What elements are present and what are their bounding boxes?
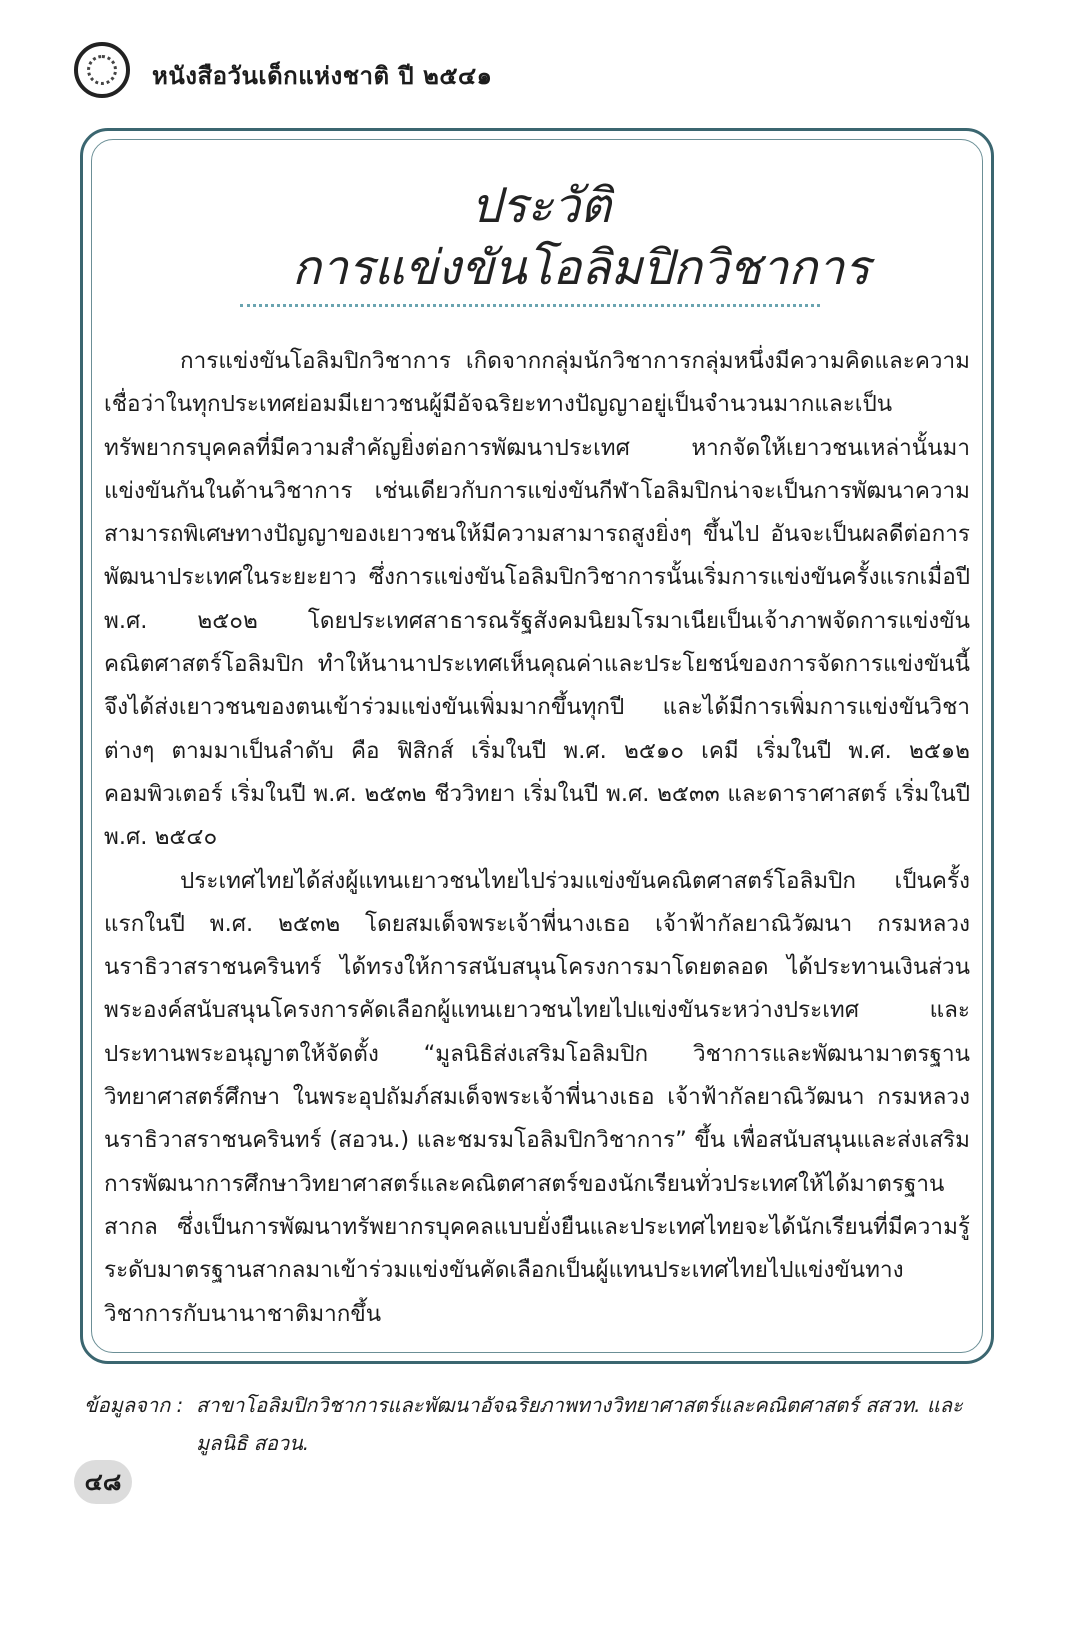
book-title: หนังสือวันเด็กแห่งชาติ ปี ๒๕๔๑ bbox=[152, 62, 493, 90]
source-line-1: สาขาโอลิมปิกวิชาการและพัฒนาอัจฉริยภาพทางวิทยาศาสตร์และคณิตศาสตร์ สสวท. และ bbox=[196, 1393, 963, 1417]
paragraph-2: ประเทศไทยได้ส่งผู้แทนเยาวชนไทยไปร่วมแข่งขันคณิตศาสตร์โอลิมปิก เป็นครั้งแรกในปี พ.ศ. ๒๕๓๒ โดยสมเด็จพระเจ้าพี่นางเธอ เจ้าฟ้ากัลยาณิวัฒนา กรมหลวงนราธิวาสราชนครินทร์ ได้ทรงให้การสนับสนุนโครงการมาโดยตลอด ได้ประทานเงินส่วนพระองค์สนับสนุนโครงการคัดเลือกผู้แทนเยาวชนไทยไปแข่งขันระหว่างประเทศ และประทานพระอนุญาตให้จัดตั้ง “มูลนิธิส่งเสริมโอลิมปิก วิชาการและพัฒนามาตรฐานวิทยาศาสตร์ศึกษา ในพระอุปถัมภ์สมเด็จพระเจ้าพี่นางเธอ เจ้าฟ้ากัลยาณิวัฒนา กรมหลวงนราธิวาสราชนครินทร์ (สอวน.) และชมรมโอลิมปิกวิชาการ” ขึ้น เพื่อสนับสนุนและส่งเสริมการพัฒนาการศึกษาวิทยาศาสตร์และคณิตศาสตร์ของนักเรียนทั่วประเทศให้ได้มาตรฐานสากล ซึ่งเป็นการพัฒนาทรัพยากรบุคคลแบบยั่งยืนและประเทศไทยจะได้นักเรียนที่มีความรู้ระดับมาตรฐานสากลมาเข้าร่วมแข่งขันคัดเลือกเป็นผู้แทนประเทศไทยไปแข่งขันทางวิชาการกับนานาชาติมากขึ้น bbox=[104, 867, 970, 1327]
page-header bbox=[74, 42, 974, 112]
article-title-line-2: การแข่งขันโอลิมปิกวิชาการ bbox=[291, 240, 871, 296]
article-title-line-1: ประวัติ bbox=[470, 178, 612, 234]
source-label: ข้อมูลจาก : bbox=[84, 1393, 184, 1417]
dotted-divider bbox=[240, 304, 820, 307]
emblem-icon bbox=[74, 42, 130, 98]
article-body bbox=[104, 340, 970, 1336]
source-note bbox=[84, 1386, 984, 1462]
paragraph-1: การแข่งขันโอลิมปิกวิชาการ เกิดจากกลุ่มนักวิชาการกลุ่มหนึ่งมีความคิดและความเชื่อว่าในทุกประเทศย่อมมีเยาวชนผู้มีอัจฉริยะทางปัญญาอยู่เป็นจำนวนมากและเป็นทรัพยากรบุคคลที่มีความสำคัญยิ่งต่อการพัฒนาประเทศ หากจัดให้เยาวชนเหล่านั้นมาแข่งขันกันในด้านวิชาการ เช่นเดียวกับการแข่งขันกีฬาโอลิมปิกน่าจะเป็นการพัฒนาความสามารถพิเศษทางปัญญาของเยาวชนให้มีความสามารถสูงยิ่งๆ ขึ้นไป อันจะเป็นผลดีต่อการพัฒนาประเทศในระยะยาว ซึ่งการแข่งขันโอลิมปิกวิชาการนั้นเริ่มการแข่งขันครั้งแรกเมื่อปี พ.ศ. ๒๕๐๒ โดยประเทศสาธารณรัฐสังคมนิยมโรมาเนียเป็นเจ้าภาพจัดการแข่งขันคณิตศาสตร์โอลิมปิก ทำให้นานาประเทศเห็นคุณค่าและประโยชน์ของการจัดการแข่งขันนี้ จึงได้ส่งเยาวชนของตนเข้าร่วมแข่งขันเพิ่มมากขึ้นทุกปี และได้มีการเพิ่มการแข่งขันวิชาต่างๆ ตามมาเป็นลำดับ คือ ฟิสิกส์ เริ่มในปี พ.ศ. ๒๕๑๐ เคมี เริ่มในปี พ.ศ. ๒๕๑๒ คอมพิวเตอร์ เริ่มในปี พ.ศ. ๒๕๓๒ ชีววิทยา เริ่มในปี พ.ศ. ๒๕๓๓ และดาราศาสตร์ เริ่มในปี พ.ศ. ๒๕๔๐ bbox=[104, 348, 970, 851]
page-number: ๔๘ bbox=[74, 1460, 132, 1504]
source-line-2: มูลนิธิ สอวน. bbox=[196, 1431, 310, 1455]
